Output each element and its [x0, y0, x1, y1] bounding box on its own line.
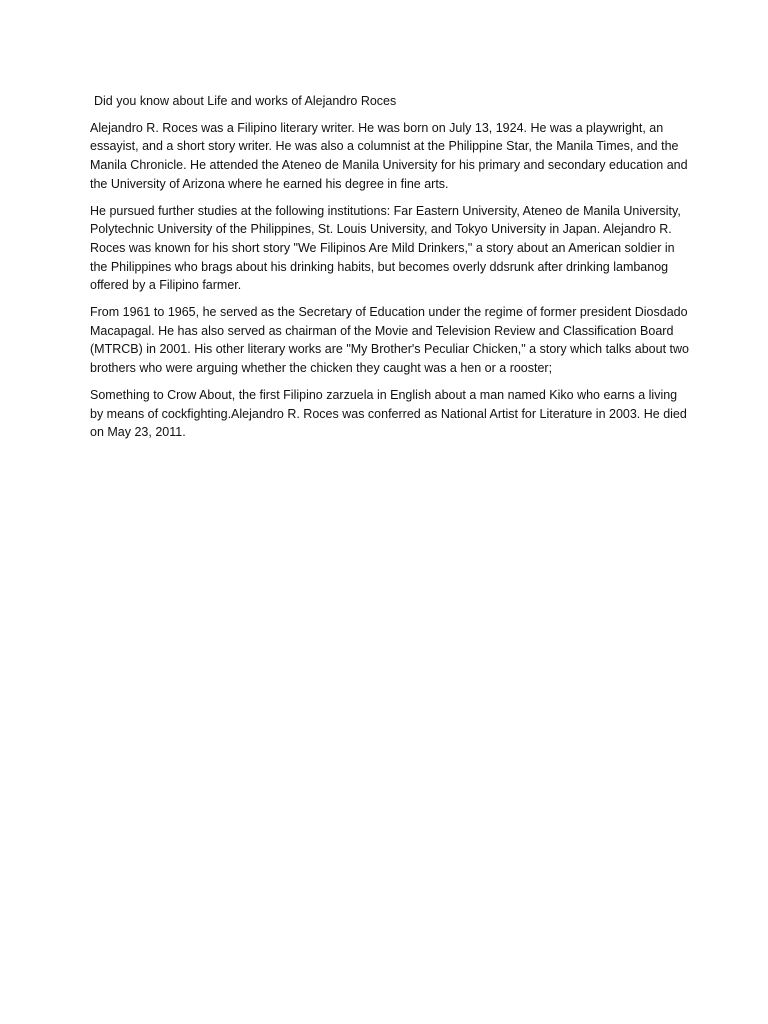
document-body: [90, 92, 690, 450]
paragraph-public-service: From 1961 to 1965, he served as the Secretary of Education under the regime of former president Diosdado Macapagal. He has also served as chairman of the Movie and Television Review and Classification Board (MTRCB) in 2001. His other literary works are "My Brother's Peculiar Chicken," a story which talks about two brothers who were arguing whether the chicken they caught was a hen or a rooster;: [90, 305, 689, 376]
document-title: Did you know about Life and works of Alejandro Roces: [94, 94, 397, 108]
paragraph-national-artist: Something to Crow About, the first Filipino zarzuela in English about a man named Kiko who earns a living by means of cockfighting.Alejandro R. Roces was conferred as National Artist for Literature in 2003. He died on May 23, 2011.: [90, 387, 687, 440]
paragraph-further-studies: He pursued further studies at the following institutions: Far Eastern University, Ateneo de Manila University, Polytechnic University of the Philippines, St. Louis University, and Tokyo University in Japan. Alejandro R. Roces was known for his short story "We Filipinos Are Mild Drinkers," a story about an American soldier in the Philippines who brags about his drinking habits, but becomes overly ddsrunk after drinking lambanog offered by a Filipino farmer.: [90, 203, 681, 293]
paragraph-birth-education: Alejandro R. Roces was a Filipino literary writer. He was born on July 13, 1924. He was a playwright, an essayist, and a short story writer. He was also a columnist at the Philippine Star, the Manila Times, and the Manila Chronicle. He attended the Ateneo de Manila University for his primary and secondary education and the University of Arizona where he earned his degree in fine arts.: [90, 120, 688, 191]
